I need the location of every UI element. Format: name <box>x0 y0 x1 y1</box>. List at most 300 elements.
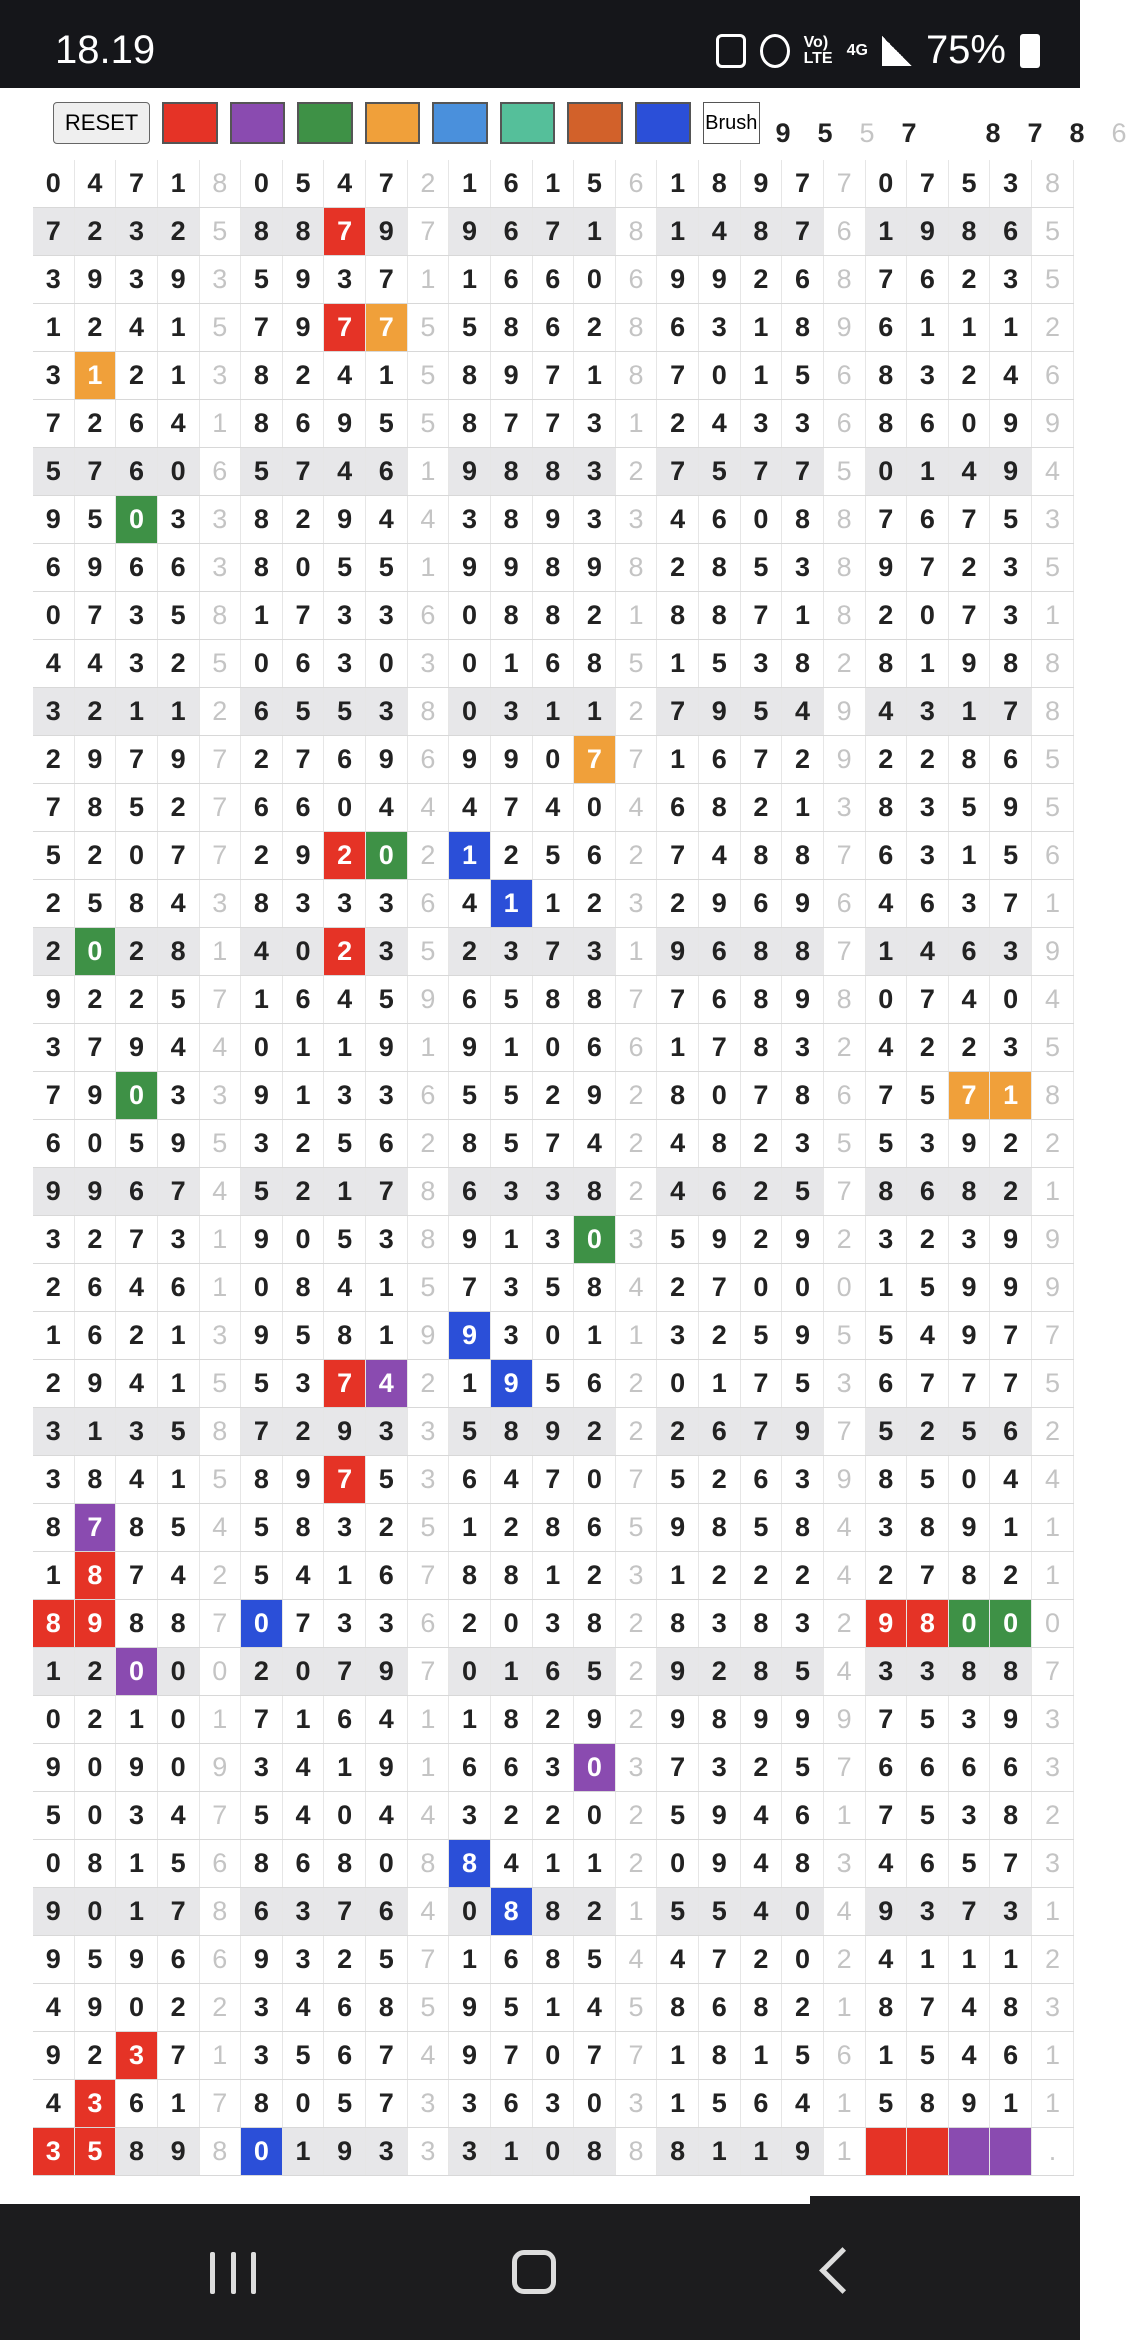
swatch-red[interactable] <box>162 102 218 144</box>
grid-cell[interactable]: 3 <box>282 1936 324 1984</box>
grid-cell[interactable]: 8 <box>532 448 574 496</box>
grid-cell[interactable]: 3 <box>33 1216 74 1264</box>
grid-cell[interactable]: 3 <box>366 880 408 928</box>
grid-cell[interactable]: 6 <box>116 448 158 496</box>
grid-cell[interactable]: 6 <box>33 1120 74 1168</box>
grid-cell[interactable]: 8 <box>116 1600 158 1648</box>
grid-cell[interactable]: 1 <box>407 1744 449 1792</box>
grid-cell[interactable]: 3 <box>990 1888 1032 1936</box>
grid-cell[interactable] <box>990 2128 1032 2176</box>
grid-cell[interactable]: 9 <box>449 1216 491 1264</box>
grid-cell[interactable]: 5 <box>907 1456 949 1504</box>
grid-cell[interactable]: 8 <box>407 1168 449 1216</box>
grid-cell[interactable]: 7 <box>740 1072 782 1120</box>
grid-cell[interactable]: 6 <box>407 1072 449 1120</box>
grid-cell[interactable]: 8 <box>199 160 241 208</box>
grid-cell[interactable]: 5 <box>282 2032 324 2080</box>
grid-cell[interactable]: 7 <box>823 1744 865 1792</box>
grid-cell[interactable]: 3 <box>116 640 158 688</box>
grid-cell[interactable]: 8 <box>241 2080 283 2128</box>
grid-cell[interactable]: 8 <box>574 640 616 688</box>
grid-cell[interactable]: 7 <box>823 928 865 976</box>
grid-cell[interactable]: 9 <box>865 1600 907 1648</box>
grid-cell[interactable]: 7 <box>532 352 574 400</box>
grid-cell[interactable]: 4 <box>366 496 408 544</box>
grid-cell[interactable]: 4 <box>907 928 949 976</box>
grid-cell[interactable]: 9 <box>699 256 741 304</box>
grid-cell[interactable]: 2 <box>116 928 158 976</box>
grid-cell[interactable]: 7 <box>366 160 408 208</box>
grid-cell[interactable]: 7 <box>865 1792 907 1840</box>
grid-cell[interactable]: 3 <box>33 256 74 304</box>
grid-cell[interactable]: 5 <box>366 976 408 1024</box>
grid-cell[interactable]: 6 <box>282 976 324 1024</box>
grid-cell[interactable]: 2 <box>615 448 657 496</box>
grid-cell[interactable]: 2 <box>699 1552 741 1600</box>
grid-cell[interactable]: 2 <box>699 1456 741 1504</box>
grid-cell[interactable]: 1 <box>33 1552 74 1600</box>
grid-cell[interactable]: 5 <box>907 1696 949 1744</box>
grid-cell[interactable]: 9 <box>490 1360 532 1408</box>
grid-cell[interactable]: 7 <box>574 736 616 784</box>
grid-cell[interactable]: 9 <box>990 784 1032 832</box>
grid-cell[interactable]: 3 <box>157 1216 199 1264</box>
grid-cell[interactable]: 5 <box>782 1168 824 1216</box>
grid-cell[interactable]: 8 <box>449 352 491 400</box>
grid-cell[interactable]: 4 <box>532 784 574 832</box>
grid-cell[interactable]: 2 <box>33 1264 74 1312</box>
grid-cell[interactable]: 6 <box>740 2080 782 2128</box>
grid-cell[interactable]: 3 <box>199 496 241 544</box>
grid-cell[interactable]: 4 <box>366 1696 408 1744</box>
grid-cell[interactable]: 6 <box>574 1360 616 1408</box>
grid-cell[interactable]: 9 <box>990 1696 1032 1744</box>
grid-cell[interactable]: 6 <box>324 736 366 784</box>
grid-cell[interactable]: 6 <box>657 784 699 832</box>
grid-cell[interactable]: 4 <box>865 688 907 736</box>
grid-cell[interactable]: 5 <box>490 1984 532 2032</box>
grid-cell[interactable]: 0 <box>740 496 782 544</box>
grid-cell[interactable]: 3 <box>782 1456 824 1504</box>
grid-cell[interactable]: 8 <box>241 496 283 544</box>
grid-cell[interactable]: 6 <box>865 304 907 352</box>
grid-cell[interactable]: 8 <box>74 1552 116 1600</box>
grid-cell[interactable]: 3 <box>116 1408 158 1456</box>
grid-cell[interactable]: 6 <box>199 1840 241 1888</box>
grid-cell[interactable]: 6 <box>865 1744 907 1792</box>
grid-cell[interactable]: 0 <box>990 1600 1032 1648</box>
swatch-orange[interactable] <box>365 102 421 144</box>
grid-cell[interactable]: 1 <box>907 304 949 352</box>
grid-cell[interactable]: 6 <box>990 2032 1032 2080</box>
grid-cell[interactable]: 5 <box>615 1984 657 2032</box>
grid-cell[interactable]: 4 <box>282 1792 324 1840</box>
grid-cell[interactable]: 1 <box>532 880 574 928</box>
grid-cell[interactable]: 8 <box>948 1552 990 1600</box>
grid-cell[interactable]: 3 <box>990 1024 1032 1072</box>
grid-cell[interactable]: 2 <box>948 544 990 592</box>
grid-cell[interactable]: 2 <box>574 1408 616 1456</box>
grid-cell[interactable]: 0 <box>449 592 491 640</box>
grid-cell[interactable]: 1 <box>865 208 907 256</box>
grid-cell[interactable]: 9 <box>948 2080 990 2128</box>
grid-cell[interactable]: 5 <box>657 1216 699 1264</box>
grid-cell[interactable]: 5 <box>449 304 491 352</box>
grid-cell[interactable]: 7 <box>324 1888 366 1936</box>
grid-cell[interactable]: 3 <box>241 1744 283 1792</box>
grid-cell[interactable]: 6 <box>990 1744 1032 1792</box>
grid-cell[interactable]: 6 <box>449 976 491 1024</box>
grid-cell[interactable] <box>865 2128 907 2176</box>
grid-cell[interactable]: 4 <box>948 2032 990 2080</box>
grid-cell[interactable]: 7 <box>865 256 907 304</box>
swatch-blue[interactable] <box>635 102 691 144</box>
grid-cell[interactable]: 8 <box>490 448 532 496</box>
grid-cell[interactable]: 1 <box>449 832 491 880</box>
grid-cell[interactable]: 5 <box>907 2032 949 2080</box>
grid-cell[interactable]: 1 <box>574 688 616 736</box>
grid-cell[interactable]: 7 <box>407 1648 449 1696</box>
grid-cell[interactable]: 2 <box>907 1408 949 1456</box>
grid-cell[interactable]: 1 <box>449 1504 491 1552</box>
grid-cell[interactable]: 1 <box>407 1696 449 1744</box>
grid-cell[interactable]: 5 <box>33 832 74 880</box>
grid-cell[interactable]: 6 <box>740 880 782 928</box>
grid-cell[interactable]: 5 <box>574 1936 616 1984</box>
grid-cell[interactable]: 1 <box>1032 880 1074 928</box>
grid-cell[interactable]: 0 <box>865 160 907 208</box>
grid-cell[interactable]: 5 <box>823 1312 865 1360</box>
grid-cell[interactable]: 3 <box>324 256 366 304</box>
grid-cell[interactable]: 0 <box>657 1840 699 1888</box>
grid-cell[interactable]: 1 <box>241 592 283 640</box>
grid-cell[interactable]: 9 <box>74 1360 116 1408</box>
grid-cell[interactable]: 7 <box>823 160 865 208</box>
grid-cell[interactable]: 3 <box>782 1120 824 1168</box>
grid-cell[interactable]: 5 <box>948 160 990 208</box>
grid-cell[interactable]: 3 <box>33 1408 74 1456</box>
grid-cell[interactable]: 8 <box>699 592 741 640</box>
grid-cell[interactable]: 1 <box>782 784 824 832</box>
grid-cell[interactable]: 5 <box>199 640 241 688</box>
grid-cell[interactable]: 8 <box>532 544 574 592</box>
grid-cell[interactable]: 5 <box>324 1120 366 1168</box>
grid-cell[interactable]: 0 <box>657 1360 699 1408</box>
grid-cell[interactable]: 9 <box>74 256 116 304</box>
grid-cell[interactable]: 4 <box>282 1744 324 1792</box>
grid-cell[interactable]: 1 <box>948 304 990 352</box>
grid-cell[interactable]: 2 <box>74 688 116 736</box>
grid-cell[interactable]: 1 <box>324 1168 366 1216</box>
grid-cell[interactable]: 5 <box>366 1456 408 1504</box>
grid-cell[interactable]: 6 <box>490 256 532 304</box>
grid-cell[interactable]: 0 <box>33 1696 74 1744</box>
grid-cell[interactable]: 1 <box>823 1792 865 1840</box>
grid-cell[interactable]: 6 <box>823 208 865 256</box>
grid-cell[interactable]: 8 <box>116 1504 158 1552</box>
grid-cell[interactable]: 8 <box>241 1840 283 1888</box>
grid-cell[interactable]: 7 <box>699 1024 741 1072</box>
grid-cell[interactable]: 1 <box>449 1696 491 1744</box>
grid-cell[interactable]: 7 <box>532 400 574 448</box>
grid-cell[interactable]: 5 <box>823 1120 865 1168</box>
grid-cell[interactable]: 7 <box>199 976 241 1024</box>
grid-cell[interactable]: 6 <box>366 1552 408 1600</box>
grid-cell[interactable]: 2 <box>241 832 283 880</box>
grid-cell[interactable]: 8 <box>782 640 824 688</box>
grid-cell[interactable]: 6 <box>823 400 865 448</box>
grid-cell[interactable]: 1 <box>199 1264 241 1312</box>
grid-cell[interactable] <box>948 2128 990 2176</box>
grid-cell[interactable]: 6 <box>532 304 574 352</box>
grid-cell[interactable]: 2 <box>740 1552 782 1600</box>
grid-cell[interactable]: 1 <box>1032 1504 1074 1552</box>
grid-cell[interactable]: 3 <box>366 1408 408 1456</box>
grid-cell[interactable]: 2 <box>823 1600 865 1648</box>
grid-cell[interactable]: 8 <box>574 1600 616 1648</box>
grid-cell[interactable]: 7 <box>990 1312 1032 1360</box>
grid-cell[interactable]: 0 <box>532 736 574 784</box>
grid-cell[interactable]: 1 <box>490 2128 532 2176</box>
grid-cell[interactable]: 4 <box>948 1984 990 2032</box>
grid-cell[interactable]: 6 <box>449 1456 491 1504</box>
grid-cell[interactable]: 6 <box>241 784 283 832</box>
grid-cell[interactable]: 3 <box>1032 1744 1074 1792</box>
grid-cell[interactable]: 7 <box>990 688 1032 736</box>
grid-cell[interactable]: 7 <box>907 976 949 1024</box>
grid-cell[interactable]: 3 <box>199 256 241 304</box>
grid-cell[interactable]: 9 <box>199 1744 241 1792</box>
grid-cell[interactable]: 9 <box>782 1408 824 1456</box>
grid-cell[interactable]: 8 <box>532 976 574 1024</box>
grid-cell[interactable]: 3 <box>490 688 532 736</box>
grid-cell[interactable]: 2 <box>74 208 116 256</box>
grid-cell[interactable]: 7 <box>699 1264 741 1312</box>
grid-cell[interactable]: 3 <box>241 1984 283 2032</box>
grid-cell[interactable]: 1 <box>865 2032 907 2080</box>
grid-cell[interactable]: 0 <box>865 448 907 496</box>
grid-cell[interactable]: 7 <box>366 304 408 352</box>
grid-cell[interactable]: 2 <box>241 736 283 784</box>
grid-cell[interactable]: 6 <box>324 2032 366 2080</box>
grid-cell[interactable]: 5 <box>449 1408 491 1456</box>
grid-cell[interactable]: 6 <box>157 1936 199 1984</box>
grid-cell[interactable]: 1 <box>532 1840 574 1888</box>
grid-cell[interactable]: 1 <box>449 256 491 304</box>
grid-cell[interactable]: 5 <box>1032 1360 1074 1408</box>
grid-cell[interactable]: 7 <box>449 1264 491 1312</box>
grid-cell[interactable]: 4 <box>407 784 449 832</box>
grid-cell[interactable]: 9 <box>907 208 949 256</box>
grid-cell[interactable]: 7 <box>948 592 990 640</box>
grid-cell[interactable]: 1 <box>74 1408 116 1456</box>
grid-cell[interactable]: 2 <box>990 1168 1032 1216</box>
grid-cell[interactable]: 7 <box>990 1840 1032 1888</box>
grid-cell[interactable]: 8 <box>407 1840 449 1888</box>
grid-cell[interactable]: 3 <box>366 928 408 976</box>
grid-cell[interactable]: 8 <box>449 400 491 448</box>
grid-cell[interactable]: 1 <box>282 2128 324 2176</box>
grid-cell[interactable]: 2 <box>532 1696 574 1744</box>
grid-cell[interactable]: 4 <box>823 1648 865 1696</box>
grid-cell[interactable]: 1 <box>615 400 657 448</box>
grid-cell[interactable]: 7 <box>282 1600 324 1648</box>
grid-cell[interactable]: 9 <box>782 976 824 1024</box>
grid-cell[interactable]: 6 <box>490 160 532 208</box>
grid-cell[interactable]: 6 <box>990 208 1032 256</box>
grid-cell[interactable]: 1 <box>657 208 699 256</box>
grid-cell[interactable]: 5 <box>782 1360 824 1408</box>
grid-cell[interactable]: 5 <box>241 1792 283 1840</box>
grid-cell[interactable]: 1 <box>990 304 1032 352</box>
grid-cell[interactable]: 8 <box>699 784 741 832</box>
grid-cell[interactable]: 7 <box>865 1696 907 1744</box>
grid-cell[interactable]: 1 <box>282 1072 324 1120</box>
grid-cell[interactable]: 9 <box>74 544 116 592</box>
grid-cell[interactable]: 8 <box>615 544 657 592</box>
grid-cell[interactable]: 2 <box>782 1984 824 2032</box>
grid-cell[interactable]: 2 <box>823 1024 865 1072</box>
grid-cell[interactable]: 6 <box>823 352 865 400</box>
grid-cell[interactable]: 1 <box>407 1024 449 1072</box>
grid-cell[interactable]: 9 <box>157 2128 199 2176</box>
grid-cell[interactable]: 1 <box>407 256 449 304</box>
grid-cell[interactable]: 5 <box>699 1888 741 1936</box>
grid-cell[interactable]: 4 <box>907 1312 949 1360</box>
grid-cell[interactable]: 9 <box>699 880 741 928</box>
grid-cell[interactable]: 7 <box>241 304 283 352</box>
grid-cell[interactable]: 4 <box>1032 448 1074 496</box>
grid-cell[interactable]: 8 <box>699 1504 741 1552</box>
grid-cell[interactable]: 5 <box>782 1744 824 1792</box>
grid-cell[interactable]: 3 <box>449 496 491 544</box>
grid-cell[interactable]: 1 <box>823 2128 865 2176</box>
grid-cell[interactable]: 8 <box>990 1792 1032 1840</box>
grid-cell[interactable]: 1 <box>33 304 74 352</box>
grid-cell[interactable]: 4 <box>948 976 990 1024</box>
grid-cell[interactable]: 7 <box>657 1744 699 1792</box>
grid-cell[interactable]: 6 <box>407 1600 449 1648</box>
grid-cell[interactable]: 1 <box>740 352 782 400</box>
grid-cell[interactable]: 8 <box>449 1552 491 1600</box>
grid-cell[interactable] <box>907 2128 949 2176</box>
grid-cell[interactable]: 5 <box>1032 256 1074 304</box>
grid-cell[interactable]: 5 <box>241 256 283 304</box>
grid-cell[interactable]: 0 <box>449 1888 491 1936</box>
grid-cell[interactable]: 3 <box>324 592 366 640</box>
grid-cell[interactable]: 7 <box>782 160 824 208</box>
grid-cell[interactable]: 3 <box>823 784 865 832</box>
swatch-green[interactable] <box>297 102 353 144</box>
grid-cell[interactable]: 0 <box>948 400 990 448</box>
grid-cell[interactable]: 8 <box>740 208 782 256</box>
grid-cell[interactable]: 3 <box>116 208 158 256</box>
grid-cell[interactable]: 4 <box>490 1456 532 1504</box>
grid-cell[interactable]: 6 <box>574 1504 616 1552</box>
grid-cell[interactable]: 4 <box>1032 976 1074 1024</box>
grid-cell[interactable]: 3 <box>865 1504 907 1552</box>
grid-cell[interactable]: 4 <box>990 1456 1032 1504</box>
grid-cell[interactable]: 7 <box>907 1552 949 1600</box>
grid-cell[interactable]: 5 <box>74 880 116 928</box>
grid-cell[interactable]: 1 <box>1032 2080 1074 2128</box>
grid-cell[interactable]: 3 <box>33 1024 74 1072</box>
grid-cell[interactable]: 3 <box>907 688 949 736</box>
grid-cell[interactable]: 4 <box>657 496 699 544</box>
grid-cell[interactable]: 5 <box>199 1456 241 1504</box>
grid-cell[interactable]: 3 <box>449 1792 491 1840</box>
grid-cell[interactable]: 8 <box>241 880 283 928</box>
grid-cell[interactable]: 8 <box>865 352 907 400</box>
grid-cell[interactable]: 1 <box>657 1024 699 1072</box>
grid-cell[interactable]: 8 <box>782 832 824 880</box>
grid-cell[interactable]: 4 <box>116 1456 158 1504</box>
grid-cell[interactable]: 0 <box>782 1888 824 1936</box>
grid-cell[interactable]: 2 <box>241 1648 283 1696</box>
grid-cell[interactable]: 9 <box>657 1696 699 1744</box>
grid-cell[interactable]: 9 <box>366 1648 408 1696</box>
grid-cell[interactable]: 1 <box>823 1984 865 2032</box>
grid-cell[interactable]: 7 <box>740 1360 782 1408</box>
grid-cell[interactable]: 6 <box>948 928 990 976</box>
grid-cell[interactable]: 2 <box>116 1312 158 1360</box>
grid-cell[interactable]: 4 <box>948 448 990 496</box>
grid-cell[interactable]: 4 <box>366 1360 408 1408</box>
grid-cell[interactable]: 5 <box>241 1168 283 1216</box>
grid-cell[interactable]: 1 <box>282 1696 324 1744</box>
grid-cell[interactable]: 4 <box>740 1792 782 1840</box>
grid-cell[interactable]: 4 <box>407 1792 449 1840</box>
grid-cell[interactable]: 0 <box>33 1840 74 1888</box>
grid-cell[interactable]: 2 <box>407 160 449 208</box>
grid-cell[interactable]: 1 <box>407 544 449 592</box>
grid-cell[interactable]: 0 <box>449 1648 491 1696</box>
grid-cell[interactable]: 8 <box>740 1024 782 1072</box>
grid-cell[interactable]: 3 <box>282 1360 324 1408</box>
grid-cell[interactable]: 2 <box>615 1600 657 1648</box>
grid-cell[interactable]: 6 <box>782 256 824 304</box>
grid-cell[interactable]: 9 <box>490 544 532 592</box>
grid-cell[interactable]: 2 <box>1032 304 1074 352</box>
grid-cell[interactable]: 1 <box>532 1984 574 2032</box>
grid-cell[interactable]: 3 <box>532 1168 574 1216</box>
grid-cell[interactable]: 2 <box>532 1072 574 1120</box>
grid-cell[interactable]: 5 <box>615 1504 657 1552</box>
grid-cell[interactable]: 1 <box>282 1024 324 1072</box>
grid-cell[interactable]: 0 <box>574 256 616 304</box>
grid-cell[interactable]: 8 <box>241 352 283 400</box>
grid-cell[interactable]: 2 <box>907 1024 949 1072</box>
grid-cell[interactable]: 7 <box>366 2080 408 2128</box>
grid-cell[interactable]: 6 <box>116 400 158 448</box>
grid-cell[interactable]: 5 <box>699 2080 741 2128</box>
grid-cell[interactable]: 0 <box>574 784 616 832</box>
grid-cell[interactable]: 8 <box>865 1456 907 1504</box>
grid-cell[interactable]: 7 <box>490 400 532 448</box>
grid-cell[interactable]: 5 <box>1032 544 1074 592</box>
grid-cell[interactable]: 8 <box>657 1984 699 2032</box>
grid-cell[interactable]: 1 <box>449 160 491 208</box>
grid-cell[interactable]: 3 <box>407 1408 449 1456</box>
grid-cell[interactable]: 5 <box>1032 784 1074 832</box>
grid-cell[interactable]: 7 <box>199 1792 241 1840</box>
grid-cell[interactable]: 9 <box>74 1072 116 1120</box>
grid-cell[interactable]: 8 <box>782 1840 824 1888</box>
grid-cell[interactable]: 2 <box>199 688 241 736</box>
grid-cell[interactable]: 4 <box>33 2080 74 2128</box>
grid-cell[interactable]: 6 <box>199 1936 241 1984</box>
grid-cell[interactable]: 4 <box>241 928 283 976</box>
